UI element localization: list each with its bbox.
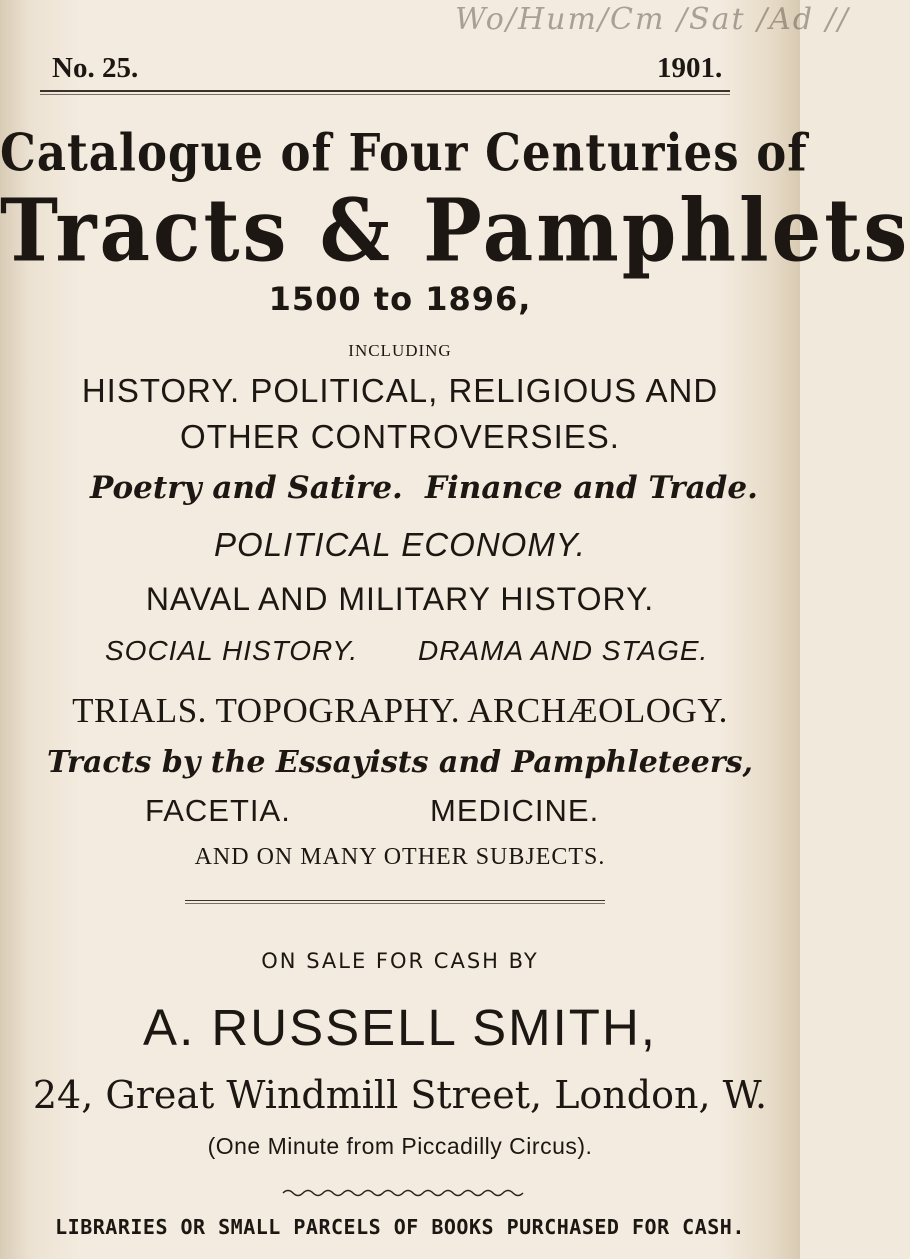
sale-notice: ON SALE FOR CASH BY [261, 949, 539, 973]
seller-name: A. RUSSELL SMITH, [143, 999, 657, 1056]
handwritten-note: Wo/Hum/Cm /Sat /Ad // [455, 2, 850, 37]
libraries-notice: LIBRARIES OR SMALL PARCELS OF BOOKS PURCHASED FOR CASH. [55, 1215, 745, 1239]
title-line-2: Tracts & Pamphlets [0, 181, 910, 282]
subject-poetry: Poetry and Satire. [90, 470, 403, 506]
subject-trials: TRIALS. TOPOGRAPHY. ARCHÆOLOGY. [72, 691, 728, 730]
catalogue-number: No. 25. [52, 52, 139, 84]
catalogue-header [0, 52, 800, 86]
subject-drama: DRAMA AND STAGE. [418, 635, 709, 666]
subject-economy: POLITICAL ECONOMY. [214, 526, 586, 563]
catalogue-year: 1901. [657, 52, 723, 84]
including-label: INCLUDING [348, 341, 452, 360]
subject-medicine: MEDICINE. [430, 793, 600, 828]
subject-tracts: Tracts by the Essayists and Pamphleteers, [47, 745, 753, 780]
header-rule-thin [40, 94, 730, 95]
divider-rule-thin [185, 903, 605, 904]
wavy-ornament [283, 1188, 523, 1198]
date-range: 1500 to 1896, [268, 280, 532, 318]
subject-social-drama [0, 635, 800, 675]
seller-address: 24, Great Windmill Street, London, W. [32, 1073, 768, 1117]
subject-facetia-medicine [0, 793, 800, 833]
title-line-1: Catalogue of Four Centuries of [0, 122, 808, 183]
subject-social: SOCIAL HISTORY. [105, 635, 359, 666]
subject-controversies: OTHER CONTROVERSIES. [180, 418, 620, 455]
divider-rule [185, 900, 605, 901]
subject-poetry-finance [0, 470, 800, 514]
location-note: (One Minute from Piccadilly Circus). [207, 1133, 593, 1159]
subject-others: AND ON MANY OTHER SUBJECTS. [194, 844, 606, 870]
subject-finance: Finance and Trade. [425, 470, 758, 506]
subject-history: HISTORY. POLITICAL, RELIGIOUS AND [81, 372, 719, 409]
subject-naval: NAVAL AND MILITARY HISTORY. [145, 581, 655, 617]
header-rule [40, 90, 730, 92]
subject-facetia: FACETIA. [145, 793, 291, 828]
